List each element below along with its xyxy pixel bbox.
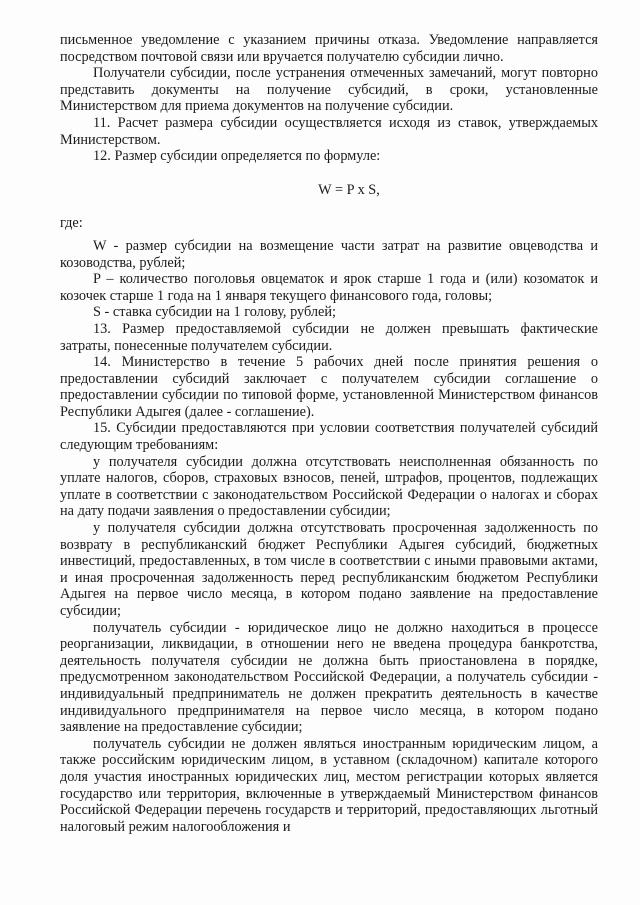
paragraph: 14. Министерство в течение 5 рабочих дней после принятия решения о предоставлении субсидий заключает с получателем субсидии соглашение о предоставлении субсидии по типовой форме, установленной Министерством финансов Республики Адыгея (далее - соглашение). xyxy=(60,354,598,420)
paragraph: письменное уведомление с указанием причины отказа. Уведомление направляется посредством почтовой связи или вручается получателю субсидии лично. xyxy=(60,32,598,65)
text-column xyxy=(60,32,598,835)
paragraph: 15. Субсидии предоставляются при условии соответствия получателей субсидий следующим требованиям: xyxy=(60,420,598,454)
paragraph: 11. Расчет размера субсидии осуществляется исходя из ставок, утверждаемых Министерством. xyxy=(60,114,598,148)
paragraph: W - размер субсидии на возмещение части затрат на развитие овцеводства и козоводства, рублей; xyxy=(60,237,598,271)
paragraph: получатель субсидии не должен являться иностранным юридическим лицом, а также российским юридическим лицом, в уставном (складочном) капитале которого доля участия иностранных юридических лиц, местом регистрации которых является государство или территория, включенные в утверждаемый Министерством финансов Российской Федерации перечень государств и территорий, предоставляющих льготный налоговый режим налогообложения и xyxy=(60,735,598,835)
paragraph: получатель субсидии - юридическое лицо не должно находиться в процессе реорганизации, ликвидации, в отношении него не введена процедура банкротства, деятельность получателя субсидии не должна быть приостановлена в порядке, предусмотренном законодательством Российской Федерации, а получатель субсидии - индивидуальный предприниматель не должен прекратить деятельность в качестве индивидуального предпринимателя на первое число месяца, в котором подано заявление на предоставление субсидии; xyxy=(60,619,598,736)
paragraph: у получателя субсидии должна отсутствовать просроченная задолженность по возврату в республиканский бюджет Республики Адыгея субсидий, бюджетных инвестиций, предоставленных, в том числе в соответствии с иными правовыми актами, и иная просроченная задолженность перед республиканским бюджетом Республики Адыгея на первое число месяца, в котором подано заявление на предоставление субсидии; xyxy=(60,520,598,619)
paragraph: S - ставка субсидии на 1 голову, рублей; xyxy=(93,304,337,321)
paragraph: Получатели субсидии, после устранения отмеченных замечаний, могут повторно представить документы на получение субсидий, в сроки, установленные Министерством для приема документов на получение субсидии. xyxy=(60,65,598,115)
paragraph: 12. Размер субсидии определяется по формуле: xyxy=(93,148,381,165)
paragraph: где: xyxy=(60,215,83,232)
paragraph: у получателя субсидии должна отсутствовать неисполненная обязанность по уплате налогов, сборов, страховых взносов, пеней, штрафов, процентов, подлежащих уплате в соответствии с законодательством Российской Федерации о налогах и сборах на дату подачи заявления о предоставлении субсидии; xyxy=(60,453,598,520)
formula: W = P x S, xyxy=(318,181,380,198)
paragraph: 13. Размер предоставляемой субсидии не должен превышать фактические затраты, понесенные получателем субсидии. xyxy=(60,320,598,354)
paragraph: P – количество поголовья овцематок и ярок старше 1 года и (или) козоматок и козочек старше 1 года на 1 января текущего финансового года, головы; xyxy=(60,271,598,304)
